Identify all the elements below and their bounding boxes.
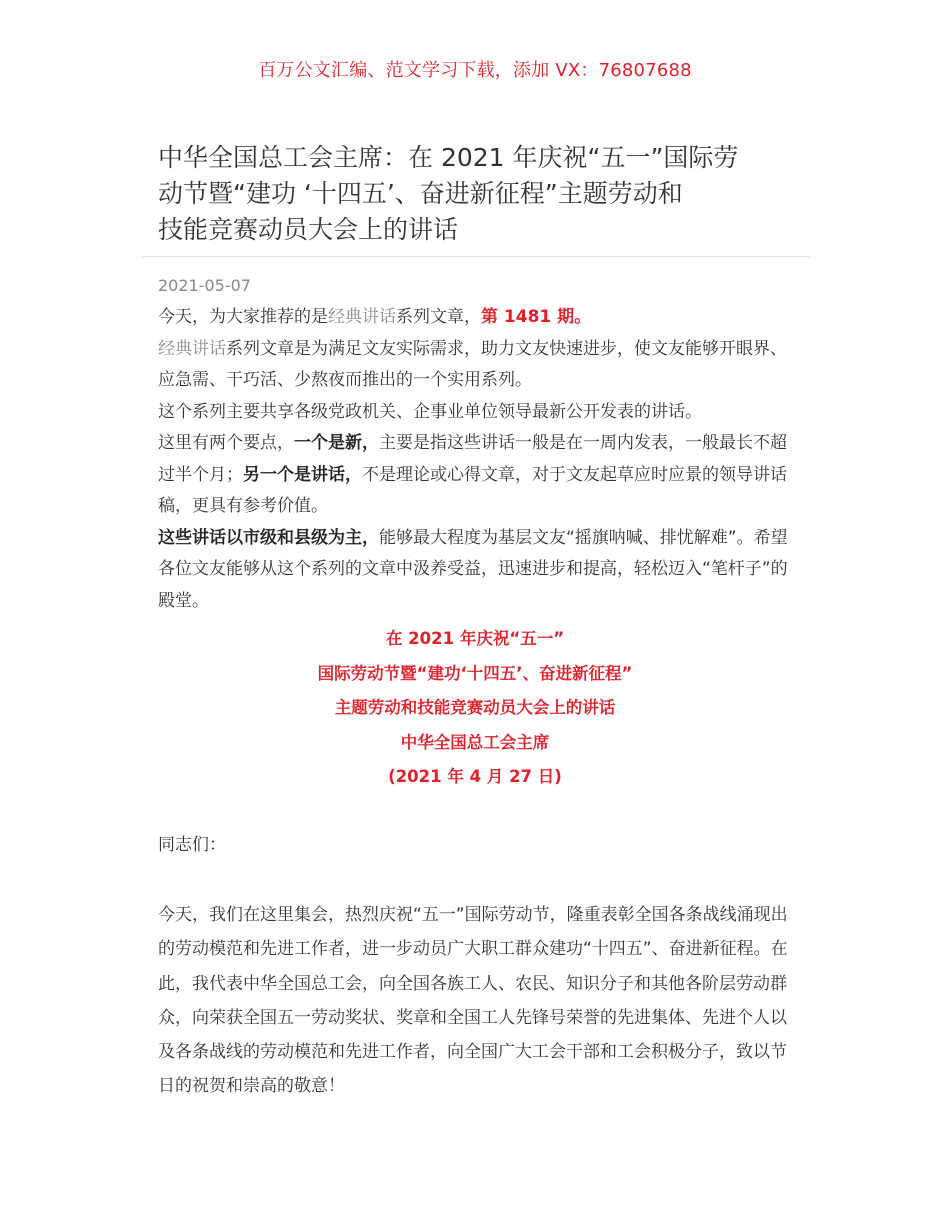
speech-date: (2021 年 4 月 27 日) xyxy=(388,767,562,786)
intro-paragraph: 这个系列主要共享各级党政机关、企事业单位领导最新公开发表的讲话。 xyxy=(158,401,702,422)
series-name: 经典讲话 xyxy=(328,307,396,327)
speech-heading-line: 国际劳动节暨“建功‘十四五’、奋进新征程” xyxy=(317,663,633,683)
intro-text: 不是理论或心得文章，对于文友起草应时应景的领导讲话稿，更具有参考价值。 xyxy=(158,464,787,516)
key-point: 另一个是讲话， xyxy=(243,464,362,485)
article-title-line: 动节暨“建功 ‘十四五’、奋进新征程”主题劳动和 xyxy=(158,179,683,208)
article-title-line: 技能竞赛动员大会上的讲话 xyxy=(158,215,459,244)
intro-text: 今天，为大家推荐的是 xyxy=(158,307,328,327)
speech-speaker: 中华全国总工会主席 xyxy=(400,732,550,752)
intro-text: 系列文章， xyxy=(396,307,481,327)
intro-text: 这里有两个要点， xyxy=(158,433,294,453)
series-name: 经典讲话 xyxy=(158,338,226,359)
intro-text: 系列文章是为满足文友实际需求，助力文友快速进步，使文友能够开眼界、应急需、干巧活、少熬夜而推出的一个实用系列。 xyxy=(158,338,787,390)
key-point: 一个是新， xyxy=(294,433,379,453)
key-point: 这些讲话以市级和县级为主， xyxy=(158,527,379,548)
publish-date: 2021-05-07 xyxy=(158,276,251,295)
article-title-line: 中华全国总工会主席：在 2021 年庆祝“五一”国际劳 xyxy=(158,143,739,172)
intro-section xyxy=(158,302,798,617)
intro-paragraph xyxy=(158,334,798,397)
speech-heading-line: 在 2021 年庆祝“五一” xyxy=(385,629,565,648)
title-divider xyxy=(142,256,810,257)
speech-salutation: 同志们： xyxy=(158,835,226,855)
watermark-banner: 百万公文汇编、范文学习下载，添加 VX：76807688 xyxy=(258,60,692,81)
article-title xyxy=(158,140,798,248)
issue-number: 第 1481 期。 xyxy=(481,307,592,327)
speech-heading xyxy=(0,622,950,795)
intro-paragraph xyxy=(158,523,798,618)
intro-text: 能够最大程度为基层文友“摇旗呐喊、排忧解难”。希望各位文友能够从这个系列的文章中汲养受益，迅速进步和提高，轻松迈入“笔杆子”的殿堂。 xyxy=(158,527,788,611)
intro-paragraph xyxy=(158,302,798,334)
speech-heading-line: 主题劳动和技能竞赛动员大会上的讲话 xyxy=(334,698,616,717)
intro-paragraph xyxy=(158,428,798,523)
speech-paragraph: 今天，我们在这里集会，热烈庆祝“五一”国际劳动节，隆重表彰全国各条战线涌现出的劳动模范和先进工作者，进一步动员广大职工群众建功“十四五”、奋进新征程。在此，我代表中华全国总工会，向全国各族工人、农民、知识分子和其他各阶层劳动群众，向荣获全国五一劳动奖状、奖章和全国工人先锋号荣誉的先进集体、先进个人以及各条战线的劳动模范和先进工作者，向全国广大工会干部和工会积极分子，致以节日的祝贺和崇高的敬意！ xyxy=(158,905,788,1097)
intro-text: 主要是指这些讲话一般是在一周内发表，一般最长不超过半个月； xyxy=(158,433,787,485)
